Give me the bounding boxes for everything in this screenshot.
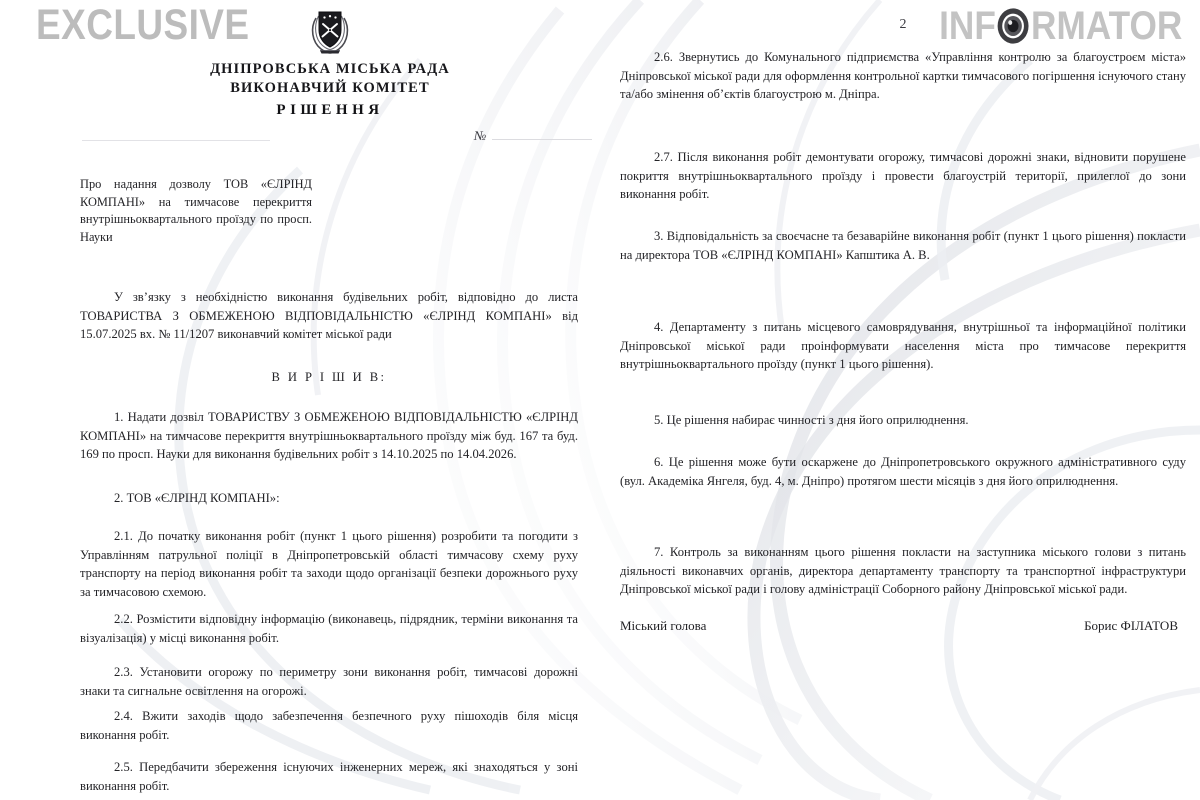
dnipro-coat-of-arms-icon [309, 4, 351, 56]
paragraph-item-2-7: 2.7. Після виконання робіт демонтувати огорожу, тимчасові дорожні знаки, відновити порушене покриття внутрішньоквартального проїзду і провести благоустрій території, прилеглої до зони виконання робіт. [620, 150, 1186, 201]
paragraph-item-6: 6. Це рішення може бути оскаржене до Дніпропетровського окружного адміністративного суду (вул. Академіка Янгеля, буд. 4, м. Дніпро) протягом шести місяців з дня його оприлюднення. [620, 455, 1186, 488]
informator-text-suffix: RMATOR [1030, 4, 1182, 48]
paragraph-item-1: 1. Надати дозвіл ТОВАРИСТВУ З ОБМЕЖЕНОЮ ВІДПОВІДАЛЬНІСТЮ «ЄЛРІНД КОМПАНІ» на тимчасове перекриття внутрішньоквартального проїзду між буд. 167 та буд. 169 по просп. Науки для виконання будівельних робіт з 14.10.2025 по 14.04.2026. [80, 410, 578, 461]
camera-lens-icon [996, 7, 1029, 45]
organization-name-line-2: ВИКОНАВЧИЙ КОМІТЕТ [230, 79, 430, 96]
paragraph-item-2-2: 2.2. Розмістити відповідну інформацію (виконавець, підрядник, терміни виконання та візуалізація) у місці виконання робіт. [80, 612, 578, 645]
organization-name-line-1: ДНІПРОВСЬКА МІСЬКА РАДА [210, 61, 450, 77]
paragraph-item-7: 7. Контроль за виконанням цього рішення покласти на заступника міського голови з питань діяльності виконавчих органів, директора департаменту транспорту та транспортної інфраструктури Дніпровської міської ради і голову адміністрації Соборного району Дніпровської міської ради. [620, 545, 1186, 596]
exclusive-watermark: EXCLUSIVE [36, 1, 250, 49]
document-subject: Про надання дозволу ТОВ «ЄЛРІНД КОМПАНІ» на тимчасове перекриття внутрішньоквартального проїзду по просп. Науки [80, 177, 312, 244]
paragraph-item-2-4: 2.4. Вжити заходів щодо забезпечення безпечного руху пішоходів біля місця виконання робіт. [80, 709, 578, 742]
informator-text-prefix: INF [938, 4, 996, 48]
signatory-name: Борис ФІЛАТОВ [1084, 618, 1178, 633]
signatory-title: Міський голова [620, 618, 707, 633]
paragraph-item-3: 3. Відповідальність за своєчасне та безаварійне виконання робіт (пункт 1 цього рішення) покласти на директора ТОВ «ЄЛРІНД КОМПАНІ» Капштика А. В. [620, 229, 1186, 262]
signature-block [620, 618, 1186, 634]
number-rule-line [492, 139, 592, 140]
paragraph-decided-heading: В И Р І Ш И В: [271, 370, 387, 384]
paragraph-item-2-6: 2.6. Звернутись до Комунального підприємства «Управління контролю за благоустроєм міста» Дніпровської міської ради для оформлення контрольної картки тимчасового погіршення існуючого стану та/або змінення об’єктів благоустрою м. Дніпра. [620, 50, 1186, 101]
paragraph-item-4: 4. Департаменту з питань місцевого самоврядування, внутрішньої та інформаційної політики Дніпровської міської ради проінформувати населення міста про тимчасове перекриття внутрішньоквартального проїзду (пункт 1 цього рішення). [620, 320, 1186, 371]
paragraph-item-2-5: 2.5. Передбачити збереження існуючих інженерних мереж, які знаходяться у зоні виконання робіт. [80, 760, 578, 793]
paragraph-preamble: У зв’язку з необхідністю виконання будівельних робіт, відповідно до листа ТОВАРИСТВА З ОБМЕЖЕНОЮ ВІДПОВІДАЛЬНІСТЮ «ЄЛРІНД КОМПАНІ» від 15.07.2025 вх. № 11/1207 виконавчий комітет міської ради [80, 290, 578, 341]
paragraph-item-2: 2. ТОВ «ЄЛРІНД КОМПАНІ»: [114, 491, 280, 505]
paragraph-item-2-3: 2.3. Установити огорожу по периметру зони виконання робіт, тимчасові дорожні знаки та сигнальне освітлення на огорожі. [80, 665, 578, 698]
paragraph-item-5: 5. Це рішення набирає чинності з дня його оприлюднення. [654, 413, 969, 427]
document-kind-title: РІШЕННЯ [276, 102, 384, 119]
informator-logo-watermark [939, 6, 1182, 46]
page-number: 2 [899, 17, 907, 32]
date-rule-line [82, 140, 270, 141]
paragraph-item-2-1: 2.1. До початку виконання робіт (пункт 1 цього рішення) розробити та погодити з Управлінням патрульної поліції в Дніпропетровській області тимчасову схему руху транспорту на період виконання робіт та заходи щодо організації безпеки дорожнього руху за тимчасовою схемою. [80, 529, 578, 599]
document-number-field [474, 128, 592, 144]
number-symbol-label: № [474, 128, 487, 143]
